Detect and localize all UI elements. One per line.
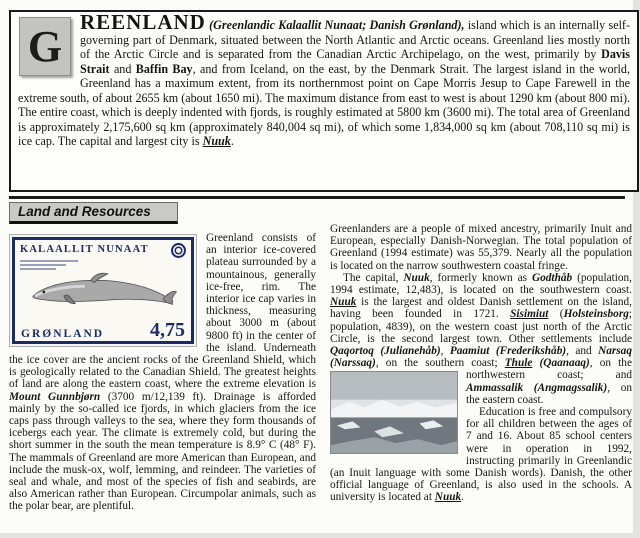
text-run: Baffin Bay (135, 61, 193, 76)
text-run: , on the southern coast; (375, 357, 505, 370)
text-run: Education is free and compulsory for all children between the ages of 7 and 16. About 85 school centers were in operation in 1992, instructing primarily in Greenlandic (an Inuit language with some Danish words). Danish, the other official language of Greenland, is also used in the schools. A university is located at (330, 406, 632, 504)
intro-section (9, 10, 639, 192)
icebergs-illustration (331, 372, 457, 453)
population-body (330, 223, 632, 272)
text-run: and (109, 61, 136, 76)
population-paragraph (330, 223, 632, 272)
stamp-denomination: 4,75 (150, 319, 185, 341)
text-run: The capital, (343, 271, 404, 284)
stamp-small-print (20, 260, 186, 270)
text-run: Mount Gunnbjørn (9, 390, 101, 403)
text-run: Godthåb (531, 271, 573, 284)
text-run: (Greenlandic Kalaallit Nunaat; Danish Grønland), (205, 18, 465, 32)
stamp-footer (21, 320, 185, 340)
cross-reference-link[interactable]: Sisimiut (510, 308, 549, 321)
settlements-body-a (330, 272, 632, 382)
dolphin-illustration (24, 271, 182, 313)
dropcap-g: G (19, 17, 71, 76)
small-print-line (20, 264, 66, 266)
cross-reference-link[interactable]: Nuuk (434, 491, 462, 504)
text-run: Greenlanders are a people of mixed ancestry, primarily Inuit and European, especially Danish-Norwegian. The total population of Greenland (1994 estimate) was 55,379. Nearly all the population is located on the narrow southwestern coastal fringe. (330, 223, 632, 272)
stamp-inscription: KALAALLIT NUNAAT (20, 244, 149, 256)
text-run: coast; and (557, 369, 632, 382)
text-run: , and (566, 345, 599, 358)
coast-photo (330, 371, 458, 454)
text-run: ; population, 4839), on the western coast just north of the Arctic Circle, is the second largest town. Other settlements include (330, 308, 633, 345)
land-paragraph (9, 232, 316, 513)
text-run: Greenland consists of an interior ice-covered plateau surrounded by a mountainous, generally ice-free, rim. The interior ice cap varies in thickness, measuring about 3000 m (about 9800 ft) in the center of the island. Underneath the ice cover are the ancient rocks of the Greenland Shield, which is geologically related to the Canadian Shield. The greatest heights of land are along the eastern coast, where the extreme elevation is (9, 232, 316, 391)
text-run: Holsteinsborg (563, 308, 629, 321)
small-print-line (20, 260, 78, 262)
cross-reference-link[interactable]: Thule (504, 357, 533, 370)
text-run: Qaqortoq (Julianehåb) (330, 345, 441, 358)
text-run: , formerly known as (429, 271, 532, 284)
small-print-line (20, 268, 56, 270)
article-title: REENLAND (80, 10, 206, 34)
stamp-frame (12, 237, 194, 344)
settlements-paragraph (330, 272, 632, 406)
text-run: , and from Iceland, on the east, by the Denmark Strait. The largest island in the world, Greenland has a maximum extent, from its northernmost point on Cape Morris Jesup to Cape Farewell in the extreme south, of about 2655 km (about 1650 mi). The maximum distance from east to west is about 1290 km (about 800 mi). The entire coast, which is deeply indented with fjords, is roughly estimated at 5800 km (3600 mi). The total area of Greenland is approximately 2,175,600 sq km (approximately 840,004 sq mi), of which some 1,834,000 sq km (about 708,110 sq mi) is ice cap. The capital and largest city is (18, 61, 630, 148)
text-run: island which is an internally self-governing part of Denmark, situated between the North Atlantic and Arctic oceans. Greenland lies mostly north of the Arctic Circle and is separated from the Canadian Arctic Archipelago, on the west, primarily by (80, 18, 630, 61)
text-run: . (461, 491, 464, 504)
text-run: ( (548, 308, 564, 321)
text-run: (population, 1994 estimate, 12,483), is located on the southwestern coast. (330, 271, 632, 297)
text-run: Davis Strait (80, 47, 630, 76)
intro-paragraph (18, 10, 630, 149)
stamp-country: GRØNLAND (21, 327, 105, 340)
text-run: , (440, 345, 450, 358)
text-run: Paamiut (Frederikshåb) (449, 345, 567, 358)
section-heading-land-and-resources: Land and Resources (9, 202, 178, 224)
text-run: (Qaanaaq) (532, 357, 590, 370)
text-run: (3700 m/12,139 ft). Drainage is afforded mainly by the so-called ice fjords, in which glaciers from the ice caps pass through valleys to the sea, where they form thousands of icebergs each year. The climate is extremely cold, but during the short summer in the south the mean temperature is 8.9° C (48° F). The mammals of Greenland are more American than European, and include the musk-ox, wolf, lemming, and reindeer. The varieties of seal and whale, and most of the species of fish and seabirds, are also American rather than European. Circumpolar animals, such as the polar bear, are plentiful. (9, 390, 316, 513)
right-column (330, 223, 632, 504)
text-run: . (230, 134, 234, 148)
text-run: , on the eastern coast. (466, 381, 632, 406)
stamp-image (9, 234, 197, 347)
cross-reference-link[interactable]: Nuuk (202, 134, 231, 148)
text-run: Ammassalik (Angmagssalik) (466, 381, 608, 394)
text-run: is the largest and oldest Danish settlement on the island, having been founded in 1721. (330, 296, 632, 321)
stamp-header (20, 243, 186, 258)
cross-reference-link[interactable]: Nuuk (330, 296, 357, 309)
text-run: , on the northwestern (466, 357, 632, 382)
text-run: Nuuk (403, 271, 430, 284)
intro-body (18, 18, 630, 148)
left-column (9, 202, 316, 513)
section-divider (9, 196, 625, 199)
text-run: Narsaq (Narssaq) (330, 345, 632, 370)
globe-emblem-icon (171, 243, 186, 258)
